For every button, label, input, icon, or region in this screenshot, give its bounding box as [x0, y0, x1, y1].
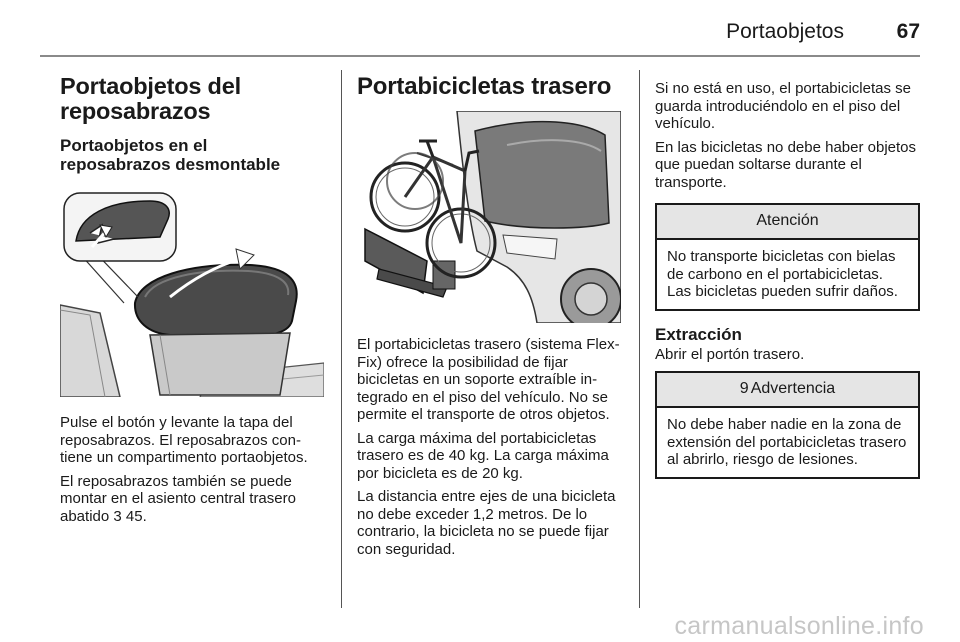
bike-carrier-paragraph-2: La carga máxima del portabicicletas trasero es de 40 kg. La carga máxima por bicicleta es de 20 kg.	[357, 429, 609, 482]
armrest-illustration	[60, 185, 324, 397]
section-heading-armrest: Portaobjetos del reposabrazos	[60, 73, 241, 124]
section-heading-bike-carrier: Portabicicletas trasero	[357, 73, 612, 100]
warning-notice	[655, 371, 920, 479]
extraction-paragraph: Abrir el portón trasero.	[655, 345, 805, 363]
column-divider-1	[341, 70, 342, 608]
page-reference-link[interactable]: 3 45.	[113, 507, 147, 525]
page-number: 67	[896, 20, 920, 43]
column-2	[357, 74, 625, 564]
armrest-paragraph-1: Pulse el botón y levante la tapa del reposabrazos. El reposabrazos contiene un compartimento portaobjetos.	[60, 414, 308, 466]
bike-carrier-paragraph-3: La distancia entre ejes de una bicicleta no debe exceder 1,2 metros. De lo contrario, la bicicleta no se puede fijar con seguridad.	[357, 488, 616, 558]
subheading-extraction: Extracción	[655, 324, 742, 344]
warning-header	[657, 373, 918, 408]
armrest-paragraph-2-text: El reposabrazos también se puede montar en el asiento central trasero abatido	[60, 472, 296, 525]
header-divider	[40, 55, 920, 57]
attention-notice	[655, 203, 920, 311]
storage-paragraph: Si no está en uso, el portabicicletas se guarda introduciéndolo en el piso del vehículo.	[655, 80, 911, 132]
column-3	[655, 74, 923, 479]
attention-title: Atención	[657, 205, 918, 240]
loose-objects-paragraph: En las bicicletas no debe haber objetos que puedan soltarse durante el transporte.	[655, 138, 917, 191]
page-header	[0, 0, 960, 60]
running-title: Portaobjetos	[726, 20, 844, 43]
armrest-paragraph-2	[60, 473, 324, 526]
warning-icon: 9	[739, 380, 749, 397]
subheading-armrest-storage: Portaobjetos en el reposabrazos desmontable	[60, 136, 281, 174]
bike-carrier-illustration	[357, 111, 621, 323]
watermark: carmanualsonline.info	[674, 612, 924, 640]
column-1	[60, 74, 328, 531]
bike-carrier-paragraph-1: El portabicicletas trasero (sistema Flex-Fix) ofrece la posibilidad de fijar bicicletas en un soporte extraíble integrado en el piso del vehículo. No se permite el transporte de otros objetos.	[357, 336, 620, 423]
warning-text: No debe haber nadie en la zona de extensión del portabicicletas trasero al abrirlo, riesgo de lesiones.	[667, 416, 907, 468]
attention-text: No transporte bicicletas con bielas de carbono en el portabicicletas. Las bicicletas pueden sufrir daños.	[667, 248, 898, 300]
warning-title: Advertencia	[750, 380, 836, 397]
column-divider-2	[639, 70, 640, 608]
